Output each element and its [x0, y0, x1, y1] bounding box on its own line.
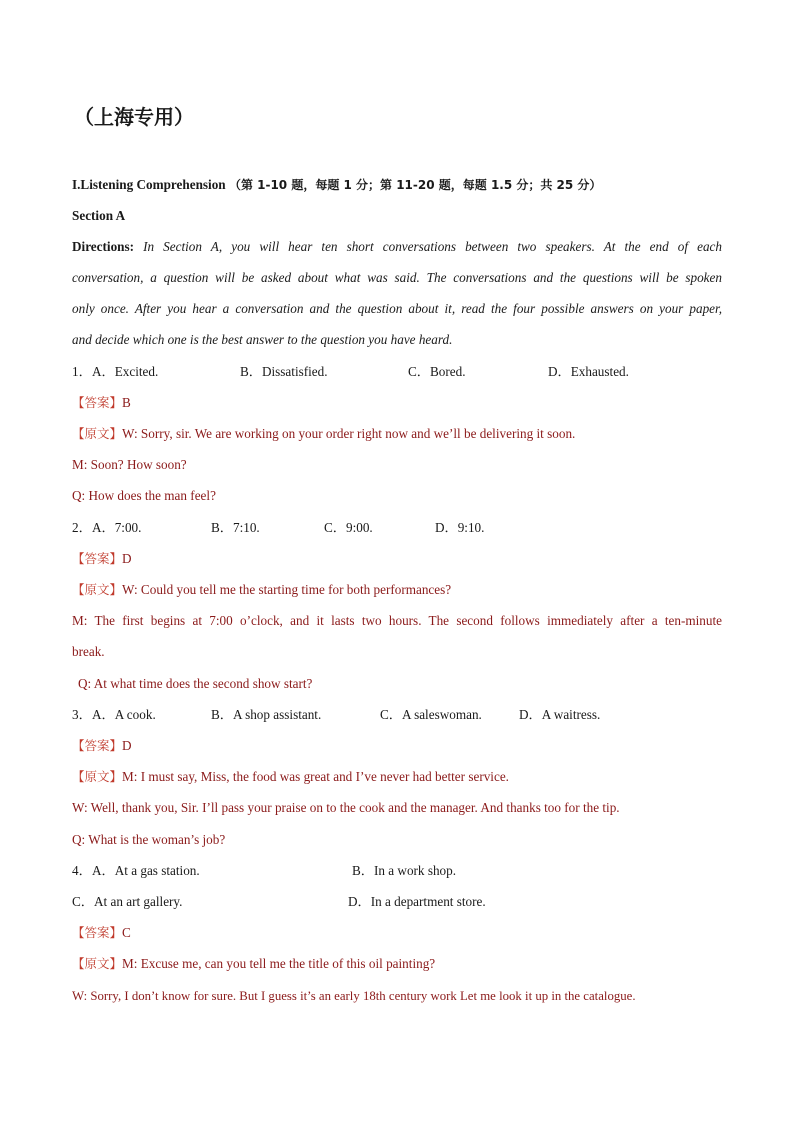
option-a: A．Excited.	[92, 364, 159, 379]
option-b: B．Dissatisfied.	[240, 364, 328, 379]
part-scoring: （第 1-10 题，每题 1 分；第 11-20 题，每题 1.5 分；共 25 分）	[228, 178, 602, 192]
answer-label: 【答案】	[72, 551, 123, 566]
answer-line	[72, 394, 131, 412]
question-1-options	[72, 363, 722, 381]
part-heading	[72, 176, 601, 194]
option-d: D．A waitress.	[519, 707, 601, 722]
option-a: A．7:00.	[92, 520, 142, 535]
option-a: A．A cook.	[92, 707, 156, 722]
transcript-line: break.	[72, 644, 105, 659]
question-4-options-row-1	[72, 862, 722, 880]
answer-label: 【答案】	[72, 395, 123, 410]
question-number: 3．	[72, 707, 92, 722]
transcript-line: Q: At what time does the second show start?	[78, 676, 313, 691]
option-c: C．At an art gallery.	[72, 894, 183, 909]
question-2-options	[72, 519, 722, 537]
option-c: C．Bored.	[408, 364, 466, 379]
directions-label: Directions:	[72, 239, 135, 254]
option-b: B．7:10.	[211, 520, 260, 535]
answer-label: 【答案】	[72, 925, 123, 940]
answer-label: 【答案】	[72, 738, 123, 753]
question-3-options	[72, 706, 722, 724]
answer-line	[72, 737, 132, 755]
option-b: B．In a work shop.	[352, 863, 457, 878]
option-a: A．At a gas station.	[92, 863, 200, 878]
transcript-label: 【原文】	[72, 582, 123, 597]
directions-line-1	[72, 238, 722, 256]
section-heading: Section A	[72, 208, 126, 223]
transcript-line	[72, 768, 509, 786]
transcript-text: W: Could you tell me the starting time for both performances?	[122, 582, 452, 597]
transcript-line: Q: How does the man feel?	[72, 488, 216, 503]
option-d: D．9:10.	[435, 520, 485, 535]
answer-line	[72, 550, 132, 568]
directions-line-2: conversation, a question will be asked about what was said. The conversations and the questions will be spoken	[72, 270, 722, 285]
transcript-text: M: Excuse me, can you tell me the title of this oil painting?	[122, 956, 436, 971]
transcript-line: W: Well, thank you, Sir. I’ll pass your praise on to the cook and the manager. And thanks too for the tip.	[72, 800, 620, 815]
transcript-line: Q: What is the woman’s job?	[72, 832, 226, 847]
answer-line	[72, 924, 131, 942]
option-c: C．A saleswoman.	[380, 707, 482, 722]
transcript-label: 【原文】	[72, 769, 123, 784]
page-title: （上海专用）	[74, 105, 194, 129]
directions-text: In Section A, you will hear ten short conversations between two speakers. At the end of each	[143, 239, 723, 254]
question-number: 4．	[72, 863, 92, 878]
transcript-line: M: The first begins at 7:00 o’clock, and it lasts two hours. The second follows immediately after a ten-minute	[72, 613, 722, 628]
transcript-line: M: Soon? How soon?	[72, 457, 187, 472]
part-title: I.Listening Comprehension	[72, 177, 226, 192]
option-d: D．Exhausted.	[548, 364, 629, 379]
question-number: 2．	[72, 520, 92, 535]
transcript-label: 【原文】	[72, 956, 123, 971]
transcript-line: W: Sorry, I don’t know for sure. But I guess it’s an early 18th century work Let me look it up in the catalogue.	[72, 989, 636, 1003]
directions-line-3: only once. After you hear a conversation and the question about it, read the four possible answers on your paper,	[72, 301, 722, 316]
answer-value: D	[122, 738, 132, 753]
answer-value: D	[122, 551, 132, 566]
option-d: D．In a department store.	[348, 894, 486, 909]
transcript-line	[72, 955, 435, 973]
answer-value: C	[122, 925, 131, 940]
transcript-text: W: Sorry, sir. We are working on your order right now and we’ll be delivering it soon.	[122, 426, 576, 441]
option-c: C．9:00.	[324, 520, 373, 535]
directions-line-4: and decide which one is the best answer to the question you have heard.	[72, 332, 453, 347]
transcript-text: M: I must say, Miss, the food was great and I’ve never had better service.	[122, 769, 509, 784]
transcript-line	[72, 581, 451, 599]
option-b: B．A shop assistant.	[211, 707, 322, 722]
answer-value: B	[122, 395, 131, 410]
transcript-line	[72, 425, 575, 443]
transcript-label: 【原文】	[72, 426, 123, 441]
question-number: 1．	[72, 364, 92, 379]
